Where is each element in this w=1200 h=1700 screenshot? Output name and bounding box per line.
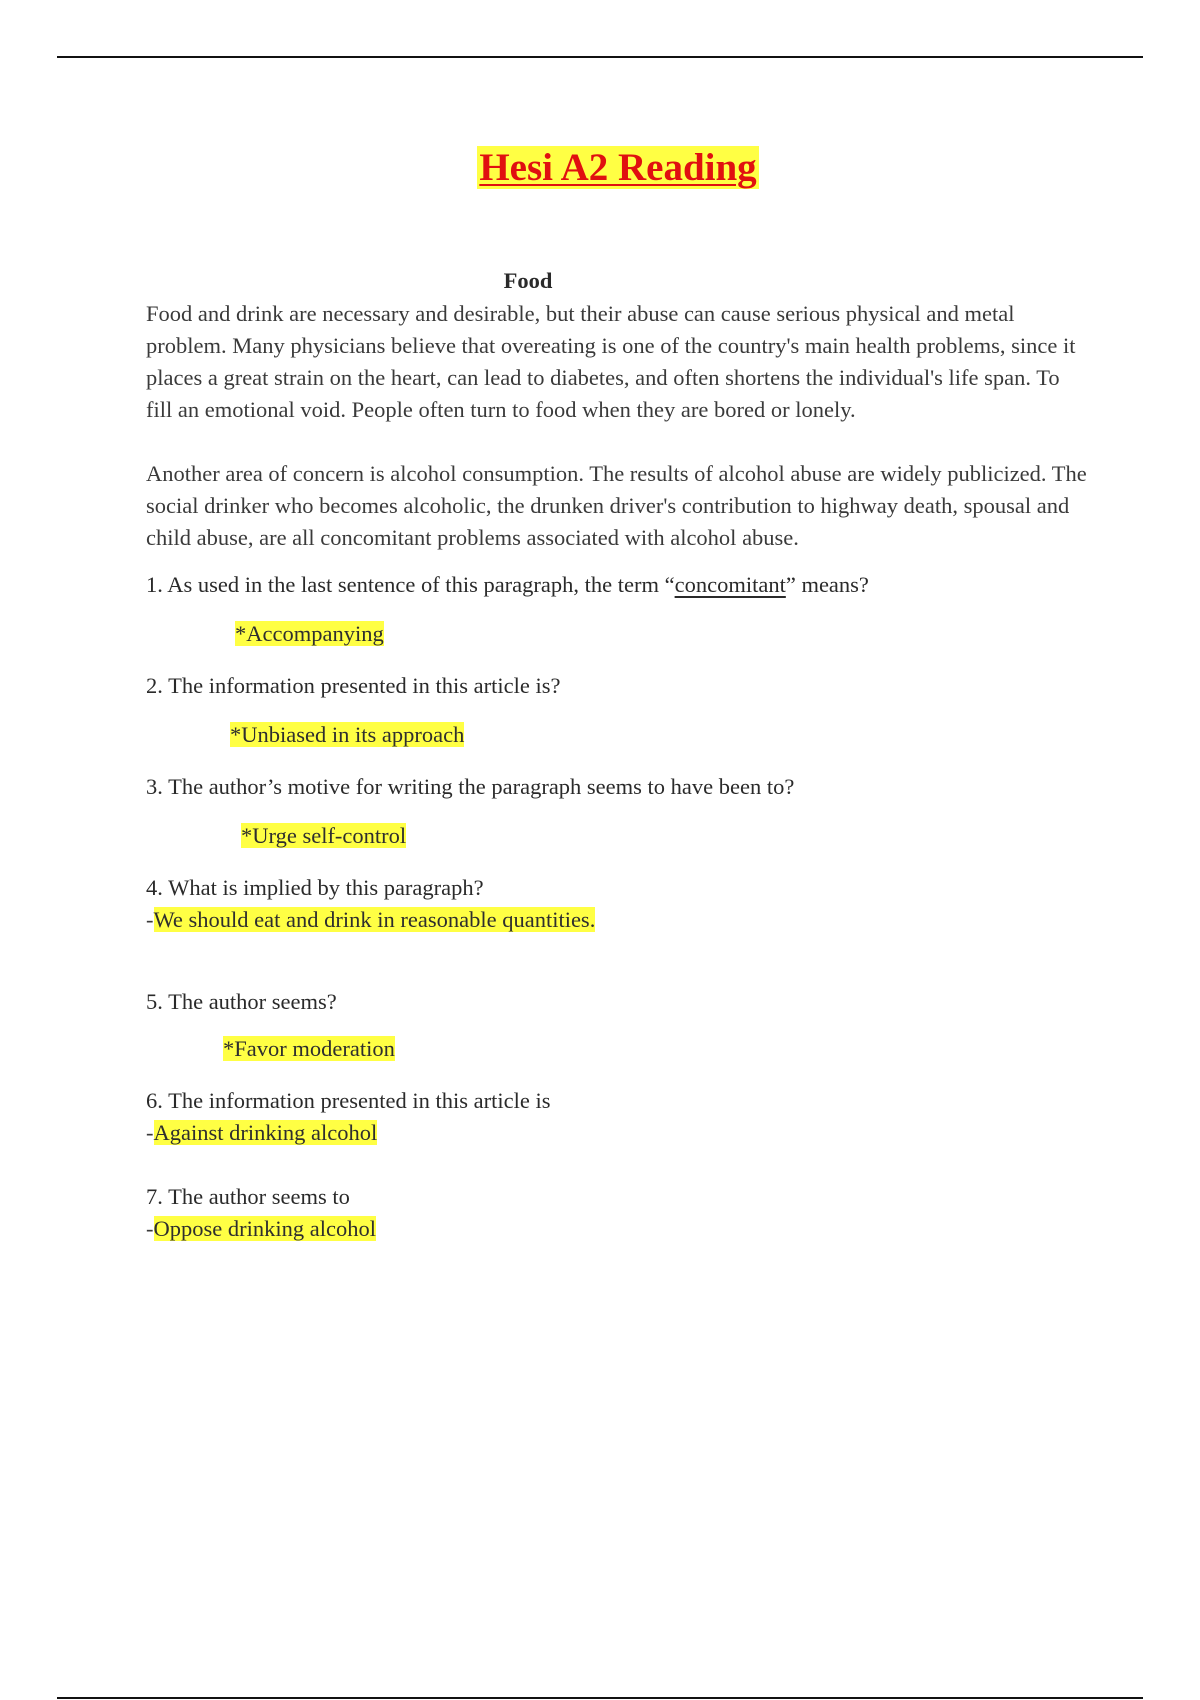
question-4: 4. What is implied by this paragraph? xyxy=(146,875,484,900)
answer-3-text: *Urge self-control xyxy=(241,823,407,848)
answer-7-prefix: - xyxy=(146,1216,154,1241)
answer-6-prefix: - xyxy=(146,1120,154,1145)
question-2: 2. The information presented in this article is? xyxy=(146,673,561,698)
question-7: 7. The author seems to xyxy=(146,1184,350,1209)
section-heading: Food xyxy=(503,268,553,293)
question-5: 5. The author seems? xyxy=(146,989,337,1014)
question-6: 6. The information presented in this article is xyxy=(146,1088,551,1113)
answer-1-text: *Accompanying xyxy=(235,621,384,646)
answer-7 xyxy=(146,1213,1091,1245)
question-1-term: concomitant xyxy=(674,572,786,597)
answer-6-text: Against drinking alcohol xyxy=(153,1120,378,1145)
paragraph-2: Another area of concern is alcohol consumption. The results of alcohol abuse are widely publicized. The social drinker who becomes alcoholic, the drunken driver's contribution to highway death, spousal and child abuse, are all concomitant problems associated with alcohol abuse. xyxy=(146,461,1087,550)
document-title-text: Hesi A2 Reading xyxy=(479,146,757,189)
answer-5-text: *Favor moderation xyxy=(223,1036,395,1061)
answer-6 xyxy=(146,1117,1091,1149)
document-body xyxy=(146,265,1091,1245)
answer-3 xyxy=(146,820,1091,852)
answer-4-prefix: - xyxy=(146,907,154,932)
question-1-text-after: ” means? xyxy=(785,572,869,597)
answer-5 xyxy=(146,1033,1091,1065)
question-3: 3. The author’s motive for writing the paragraph seems to have been to? xyxy=(146,774,795,799)
answer-2 xyxy=(146,719,1091,751)
top-rule xyxy=(57,56,1143,58)
paragraph-1: Food and drink are necessary and desirable, but their abuse can cause serious physical and metal problem. Many physicians believe that overeating is one of the country's main health problems, since it places a great strain on the heart, can lead to diabetes, and often shortens the individual's life span. To fill an emotional void. People often turn to food when they are bored or lonely. xyxy=(146,301,1076,422)
question-1 xyxy=(146,569,1091,601)
answer-2-text: *Unbiased in its approach xyxy=(230,722,465,747)
answer-1 xyxy=(146,618,1091,650)
answer-4 xyxy=(146,904,1091,936)
document-title xyxy=(0,142,1200,194)
question-1-text-before: 1. As used in the last sentence of this paragraph, the term “ xyxy=(146,572,675,597)
bottom-rule xyxy=(57,1697,1143,1699)
answer-4-text: We should eat and drink in reasonable quantities. xyxy=(153,907,596,932)
answer-7-text: Oppose drinking alcohol xyxy=(153,1216,376,1241)
